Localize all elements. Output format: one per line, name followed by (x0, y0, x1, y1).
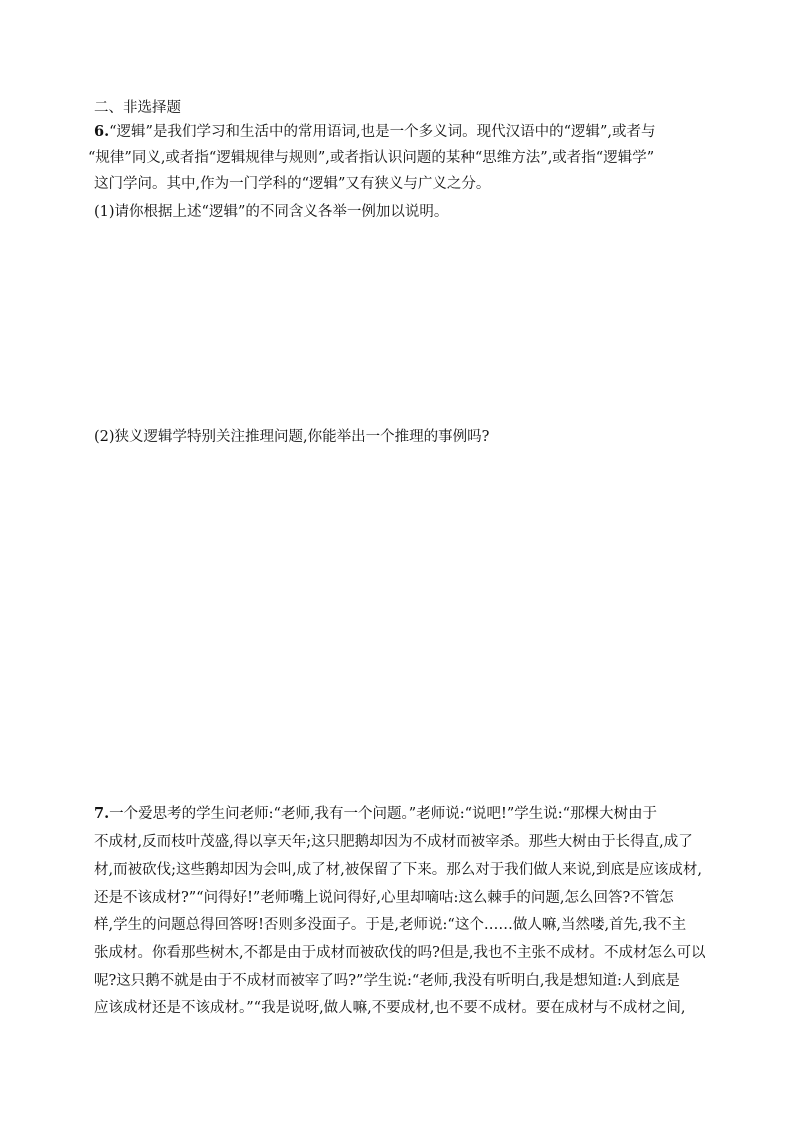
question-7-line-1 (94, 804, 714, 824)
question-6-line-1 (94, 122, 714, 142)
question-7-line-4: 还是不该成材?”“问得好!”老师嘴上说问得好,心里却嘀咕:这么棘手的问题,怎么回答?不管怎 (94, 890, 674, 906)
question-7-line-2: 不成材,反而枝叶茂盛,得以享天年;这只肥鹅却因为不成材而被宰杀。那些大树由于长得直,成了 (94, 834, 693, 850)
question-7-line-5: 样,学生的问题总得回答呀!否则多没面子。于是,老师说:“这个……做人嘛,当然喽,首先,我不主 (94, 917, 687, 933)
section-heading: 二、非选择题 (94, 100, 181, 116)
question-7-number: 7. (94, 805, 110, 822)
question-7-line-8: 应该成材还是不该成材。”“我是说呀,做人嘛,不要成材,也不要不成材。要在成材与不成材之间, (94, 1000, 686, 1016)
question-7-line-6: 张成材。你看那些树木,不都是由于成材而被砍伐的吗?但是,我也不主张不成材。不成材怎么可以 (94, 945, 706, 961)
question-6-number: 6. (94, 123, 110, 140)
question-7-text: 一个爱思考的学生问老师:“老师,我有一个问题。”老师说:“说吧!”学生说:“那棵大树由于 (109, 806, 658, 822)
question-6-subquestion-1: (1)请你根据上述“逻辑”的不同含义各举一例加以说明。 (94, 204, 449, 220)
question-6-line-2: “规律”同义,或者指“逻辑规律与规则”,或者指认识问题的某种“思维方法”,或者指“逻辑学” (88, 150, 655, 166)
question-6-line-3: 这门学问。其中,作为一门学科的“逻辑”又有狭义与广义之分。 (94, 176, 491, 192)
question-6-text: “逻辑”是我们学习和生活中的常用语词,也是一个多义词。现代汉语中的“逻辑”,或者与 (109, 124, 656, 140)
question-6-subquestion-2: (2)狭义逻辑学特别关注推理问题,你能举出一个推理的事例吗? (94, 429, 490, 445)
question-7-line-3: 材,而被砍伐;这些鹅却因为会叫,成了材,被保留了下来。那么对于我们做人来说,到底是应该成材, (94, 862, 702, 878)
question-7-line-7: 呢?这只鹅不就是由于不成材而被宰了吗?”学生说:“老师,我没有听明白,我是想知道:人到底是 (94, 973, 680, 989)
